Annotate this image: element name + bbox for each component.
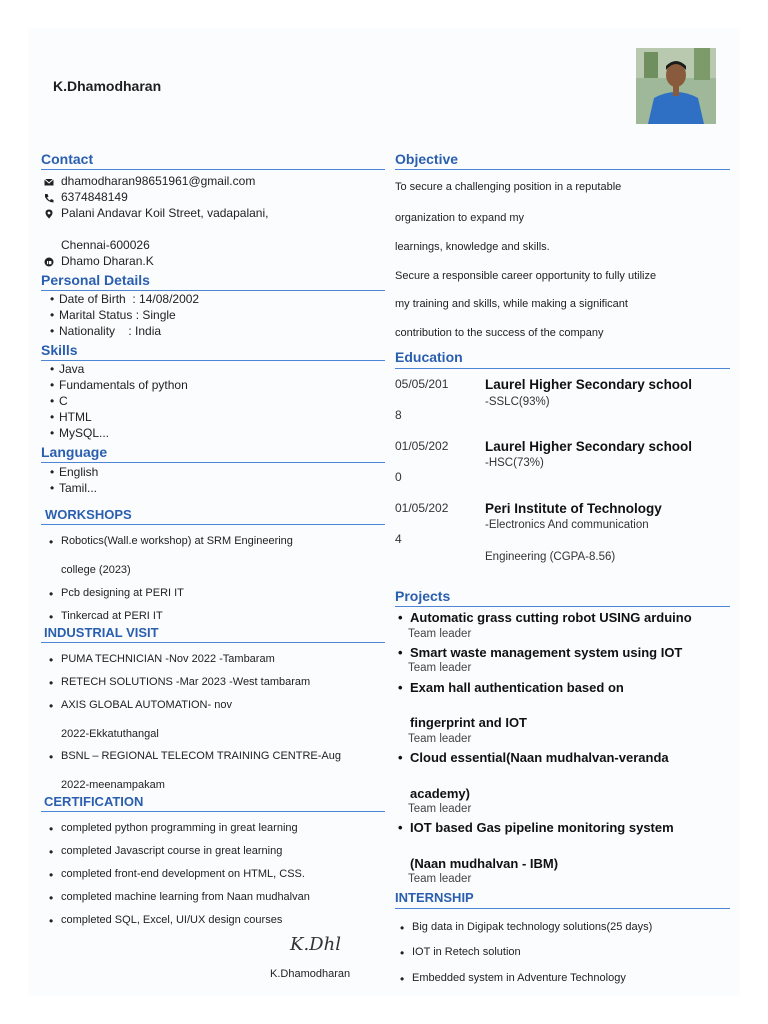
objective-divider [395, 169, 730, 170]
education-divider [395, 368, 730, 369]
signature-name: K.Dhamodharan [270, 968, 351, 980]
contact-address-line2: Chennai-600026 [61, 238, 150, 252]
personal-dob: • Date of Birth : 14/08/2002 [59, 292, 199, 306]
certification-item: • completed machine learning from Naan mudhalvan [61, 891, 310, 903]
project-title: • Automatic grass cutting robot USING arduino [410, 610, 692, 625]
project-role: Team leader [408, 803, 472, 815]
workshop-item-cont: college (2023) [61, 564, 131, 576]
personal-marital: • Marital Status : Single [59, 308, 176, 322]
project-role: Team leader [408, 628, 472, 640]
project-title-cont: fingerprint and IOT [410, 715, 527, 730]
profile-photo [636, 48, 716, 124]
project-role: Team leader [408, 873, 472, 885]
education-date-cont: 0 [395, 470, 402, 484]
certification-item: • completed python programming in great learning [61, 822, 298, 834]
projects-heading: Projects [395, 588, 451, 604]
objective-line: learnings, knowledge and skills. [395, 241, 550, 253]
education-date-cont: 4 [395, 532, 402, 546]
project-role: Team leader [408, 733, 472, 745]
education-date: 05/05/201 [395, 377, 449, 391]
skill-item: • HTML [59, 410, 92, 424]
contact-address-line1: Palani Andavar Koil Street, vadapalani, [61, 206, 269, 220]
contact-handle[interactable]: Dhamo Dharan.K [61, 254, 154, 268]
education-detail: -SSLC(93%) [485, 396, 550, 408]
certification-item: • completed Javascript course in great learning [61, 845, 282, 857]
candidate-name: K.Dhamodharan [53, 78, 162, 94]
workshop-item: • Tinkercad at PERI IT [61, 610, 163, 622]
workshop-item: • Pcb designing at PERI IT [61, 587, 184, 599]
skill-item: • Fundamentals of python [59, 378, 188, 392]
education-date-cont: 8 [395, 408, 402, 422]
industrial-visit-heading: INDUSTRIAL VISIT [44, 625, 159, 640]
workshop-item: • Robotics(Wall.e workshop) at SRM Engineering [61, 535, 293, 547]
visit-item: • BSNL – REGIONAL TELECOM TRAINING CENTRE-Aug [61, 750, 341, 762]
internship-item: • Big data in Digipak technology solutions(25 days) [412, 921, 652, 933]
objective-line: contribution to the success of the company [395, 327, 604, 339]
language-item: • English [59, 465, 98, 479]
workshops-heading: WORKSHOPS [45, 507, 132, 522]
contact-email[interactable]: dhamodharan98651961@gmail.com [61, 174, 256, 188]
objective-line: To secure a challenging position in a reputable [395, 181, 622, 193]
certification-heading: CERTIFICATION [44, 794, 144, 809]
education-school: Peri Institute of Technology [485, 501, 662, 516]
certification-divider [41, 811, 385, 812]
education-detail-cont: Engineering (CGPA-8.56) [485, 551, 616, 563]
education-detail: -Electronics And communication [485, 519, 649, 531]
project-title: • Smart waste management system using IOT [410, 645, 682, 660]
phone-icon [44, 193, 54, 203]
skills-heading: Skills [41, 342, 78, 358]
contact-phone[interactable]: 6374848149 [61, 190, 128, 204]
education-school: Laurel Higher Secondary school [485, 377, 693, 392]
project-role: Team leader [408, 662, 472, 674]
contact-heading: Contact [41, 151, 94, 167]
internship-item: • IOT in Retech solution [412, 946, 521, 958]
objective-line: organization to expand my [395, 212, 525, 224]
education-date: 01/05/202 [395, 439, 449, 453]
visit-divider [41, 642, 385, 643]
envelope-icon [44, 177, 54, 187]
linkedin-icon [44, 257, 54, 267]
project-title-cont: academy) [410, 786, 470, 801]
skill-item: • MySQL... [59, 426, 109, 440]
education-heading: Education [395, 349, 463, 365]
education-detail: -HSC(73%) [485, 457, 544, 469]
skills-divider [41, 360, 385, 361]
project-title: • Cloud essential(Naan mudhalvan-veranda [410, 750, 669, 765]
skill-item: • C [59, 394, 68, 408]
personal-divider [41, 290, 385, 291]
language-item: • Tamil... [59, 481, 97, 495]
certification-item: • completed front-end development on HTML, CSS. [61, 868, 305, 880]
language-heading: Language [41, 444, 108, 460]
visit-item: • RETECH SOLUTIONS -Mar 2023 -West tambaram [61, 676, 310, 688]
workshops-divider [41, 524, 385, 525]
project-title: • IOT based Gas pipeline monitoring system [410, 820, 674, 835]
skill-item: • Java [59, 362, 84, 376]
visit-item-cont: 2022-meenampakam [61, 779, 165, 791]
internship-item: • Embedded system in Adventure Technology [412, 972, 626, 984]
education-date: 01/05/202 [395, 501, 449, 515]
projects-divider [395, 606, 730, 607]
visit-item-cont: 2022-Ekkatuthangal [61, 728, 159, 740]
visit-item: • PUMA TECHNICIAN -Nov 2022 -Tambaram [61, 653, 275, 665]
visit-item: • AXIS GLOBAL AUTOMATION- nov [61, 699, 232, 711]
certification-item: • completed SQL, Excel, UI/UX design courses [61, 914, 282, 926]
objective-line: my training and skills, while making a significant [395, 298, 628, 310]
project-title: • Exam hall authentication based on [410, 680, 624, 695]
internship-heading: INTERNSHIP [395, 890, 474, 905]
personal-nationality: • Nationality : India [59, 324, 161, 338]
objective-heading: Objective [395, 151, 459, 167]
location-pin-icon [44, 209, 54, 219]
education-school: Laurel Higher Secondary school [485, 439, 693, 454]
contact-divider [41, 169, 385, 170]
project-title-cont: (Naan mudhalvan - IBM) [410, 856, 559, 871]
language-divider [41, 462, 385, 463]
signature-mark: K.Dhl [290, 934, 341, 955]
objective-line: Secure a responsible career opportunity to fully utilize [395, 270, 657, 282]
internship-divider [395, 908, 730, 909]
personal-details-heading: Personal Details [41, 272, 150, 288]
